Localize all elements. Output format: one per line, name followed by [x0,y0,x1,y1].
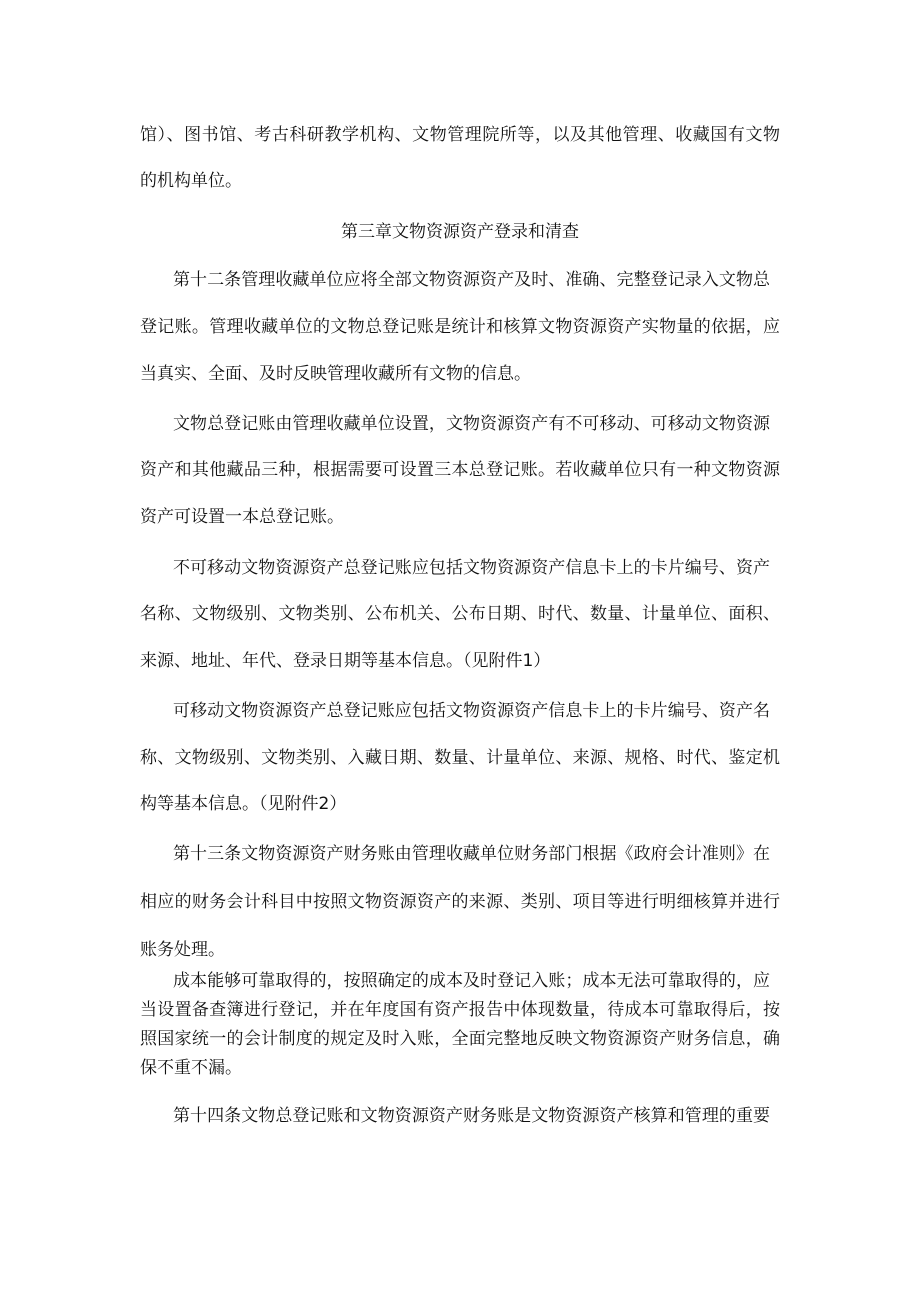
immovable-paragraph-line-2: 名称、文物级别、文物类别、公布机关、公布日期、时代、数量、计量单位、面积、 [140,604,780,624]
article-13-line-3: 账务处理。 [140,940,225,960]
immovable-paragraph-line-3: 来源、地址、年代、登录日期等基本信息。（见附件1） [140,651,551,671]
article-12-line-2: 登记账。管理收藏单位的文物总登记账是统计和核算文物资源资产实物量的依据，应 [140,317,780,337]
chapter-heading: 第三章文物资源资产登录和清查 [341,222,579,242]
article-13-line-2: 相应的财务会计科目中按照文物资源资产的来源、类别、项目等进行明细核算并进行 [140,892,780,912]
cost-paragraph-line-3: 照国家统一的会计制度的规定及时入账，全面完整地反映文物资源资产财务信息，确 [140,1029,780,1049]
cost-paragraph-line-4: 保不重不漏。 [140,1058,242,1078]
cost-paragraph-line-1: 成本能够可靠取得的，按照确定的成本及时登记入账；成本无法可靠取得的，应 [173,971,770,991]
movable-paragraph-line-2: 称、文物级别、文物类别、入藏日期、数量、计量单位、来源、规格、时代、鉴定机 [140,748,780,768]
movable-paragraph-line-1: 可移动文物资源资产总登记账应包括文物资源资产信息卡上的卡片编号、资产名 [173,701,770,721]
article-14-line-1: 第十四条文物总登记账和文物资源资产财务账是文物资源资产核算和管理的重要 [173,1106,770,1126]
cost-paragraph-line-2: 当设置备查簿进行登记，并在年度国有资产报告中体现数量，待成本可靠取得后，按 [140,1000,780,1020]
ledger-paragraph-line-1: 文物总登记账由管理收藏单位设置，文物资源资产有不可移动、可移动文物资源 [173,414,770,434]
movable-paragraph-line-3: 构等基本信息。（见附件2） [140,794,347,814]
text-line-1: 馆）、图书馆、考古科研教学机构、文物管理院所等，以及其他管理、收藏国有文物 [140,125,780,145]
text-line-2: 的机构单位。 [140,171,242,191]
ledger-paragraph-line-2: 资产和其他藏品三种，根据需要可设置三本总登记账。若收藏单位只有一种文物资源 [140,460,780,480]
immovable-paragraph-line-1: 不可移动文物资源资产总登记账应包括文物资源资产信息卡上的卡片编号、资产 [173,558,770,578]
article-13-line-1: 第十三条文物资源资产财务账由管理收藏单位财务部门根据《政府会计准则》在 [173,844,770,864]
ledger-paragraph-line-3: 资产可设置一本总登记账。 [140,507,344,527]
article-12-line-1: 第十二条管理收藏单位应将全部文物资源资产及时、准确、完整登记录入文物总 [173,270,770,290]
article-12-line-3: 当真实、全面、及时反映管理收藏所有文物的信息。 [140,364,531,384]
